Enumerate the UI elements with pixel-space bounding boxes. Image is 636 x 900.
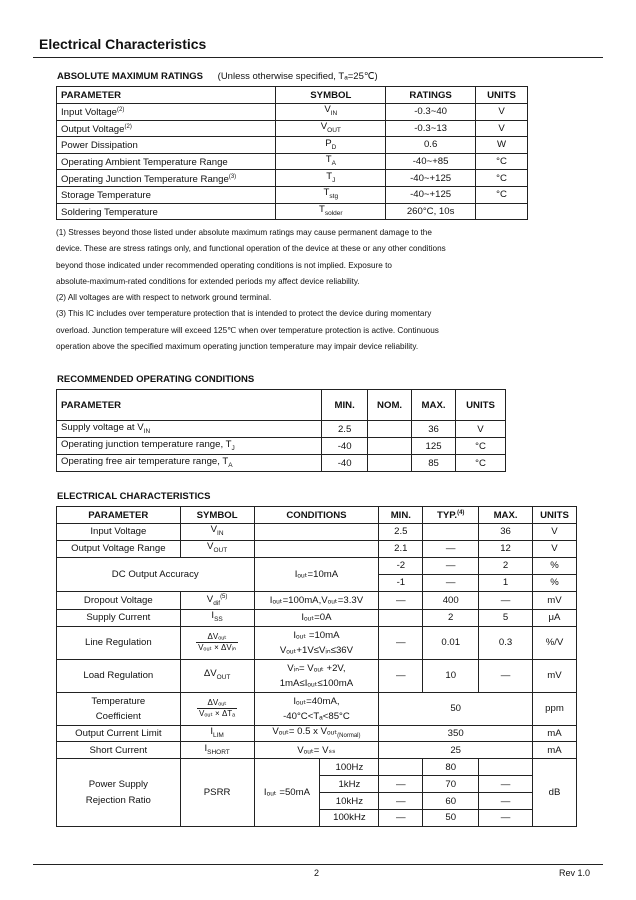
min-cell: -40 [322, 438, 368, 455]
param-cell: Input Voltage$^{(2)}$ [57, 104, 276, 121]
table-row [57, 659, 577, 692]
col-header: MIN. [379, 507, 423, 524]
cond-cell: Vₒᵤₜ= 0.5 x Vₒᵤₜ$_{(Normal)}$ [254, 725, 379, 742]
param-cell: Load Regulation [57, 659, 181, 692]
max-cell: 5 [479, 609, 533, 626]
freq-cell: 10kHz [320, 793, 379, 810]
cond-cell [254, 524, 379, 541]
unit-cell: W [476, 137, 528, 154]
max-cell: — [479, 591, 533, 609]
cond-cell: Iₒᵤₜ=10mA [254, 557, 379, 591]
param-cell: Operating Junction Temperature Range$^{(3)}$ [57, 170, 276, 187]
rating-cell: -0.3~13 [386, 120, 476, 137]
cond-cell [254, 540, 379, 557]
cond-cell: Iₒᵤₜ=0A [254, 609, 379, 626]
min-cell [379, 609, 423, 626]
table-row [57, 557, 577, 574]
unit-cell: °C [456, 438, 506, 455]
unit-cell: °C [476, 153, 528, 170]
note-line: device. These are stress ratings only, and functional operation of the device at these or any other conditions [56, 244, 446, 254]
unit-cell: V [533, 540, 577, 557]
max-cell: — [479, 659, 533, 692]
max-cell: — [479, 793, 533, 810]
cond-cell: Vₒᵤₜ= Vₛₛ [254, 742, 379, 759]
freq-cell: 100Hz [320, 759, 379, 776]
typ-cell: 80 [423, 759, 479, 776]
param-cell: Power Dissipation [57, 137, 276, 154]
typ-cell: — [423, 540, 479, 557]
table-row [57, 120, 528, 137]
table-row [57, 692, 577, 725]
nom-cell [368, 438, 412, 455]
unit-cell: mA [533, 725, 577, 742]
note-line: beyond those indicated under recommended operating conditions is not implied. Exposure to [56, 260, 392, 270]
param-cell: Output Voltage$^{(2)}$ [57, 120, 276, 137]
cond-cell: Iₒᵤₜ=100mA,Vₒᵤₜ=3.3V [254, 591, 379, 609]
max-cell: 36 [412, 421, 456, 438]
page-number: 2 [314, 868, 320, 878]
abs-max-condition: (Unless otherwise specified, Tₐ=25℃) [217, 71, 378, 82]
typ-cell: 0.01 [423, 626, 479, 659]
abs-max-table [56, 86, 528, 220]
note-line: (2) All voltages are with respect to network ground terminal. [56, 293, 272, 303]
param-cell: Input Voltage [57, 524, 181, 541]
symbol-cell: $T_{stg}$ [276, 186, 386, 203]
col-header: UNITS [533, 507, 577, 524]
min-cell: — [379, 793, 423, 810]
symbol-cell: $\frac{\text{ΔVₒᵤₜ}}{\text{Vₒᵤₜ × ΔTₐ}}$ [180, 692, 254, 725]
max-cell: 125 [412, 438, 456, 455]
table-row [57, 609, 577, 626]
table-row [57, 626, 577, 659]
symbol-cell: $T_{solder}$ [276, 203, 386, 220]
max-cell: 36 [479, 524, 533, 541]
min-cell: — [379, 591, 423, 609]
symbol-cell: $\Delta V_{OUT}$ [180, 659, 254, 692]
param-cell: Operating free air temperature range, $T_A$ [57, 455, 322, 472]
cond-cell: Vᵢₙ= Vₒᵤₜ +2V, 1mA≤Iₒᵤₜ≤100mA [254, 659, 379, 692]
elec-table [56, 506, 577, 827]
table-row [57, 203, 528, 220]
param-cell: Operating junction temperature range, $T_J$ [57, 438, 322, 455]
typ-cell [423, 524, 479, 541]
typ-cell: 2 [423, 609, 479, 626]
param-cell: Output Voltage Range [57, 540, 181, 557]
note-line: overload. Junction temperature will exceed 125℃ when over temperature protection is active. Continuous [56, 325, 439, 335]
abs-max-heading [57, 71, 378, 82]
unit-cell: °C [476, 170, 528, 187]
symbol-cell: $I_{SS}$ [180, 609, 254, 626]
col-header: RATINGS [386, 87, 476, 104]
table-row [57, 137, 528, 154]
param-cell: Output Current Limit [57, 725, 181, 742]
symbol-cell: $P_D$ [276, 137, 386, 154]
unit-cell: % [533, 574, 577, 591]
max-cell: 1 [479, 574, 533, 591]
min-cell: — [379, 776, 423, 793]
unit-cell: ppm [533, 692, 577, 725]
rating-cell: 260°C, 10s [386, 203, 476, 220]
typ-cell: 350 [379, 725, 533, 742]
cond-cell: Iₒᵤₜ =50mA [254, 759, 320, 827]
abs-max-title: ABSOLUTE MAXIMUM RATINGS [57, 71, 204, 82]
symbol-cell: $V_{OUT}$ [180, 540, 254, 557]
param-cell: Operating Ambient Temperature Range [57, 153, 276, 170]
param-cell: Soldering Temperature [57, 203, 276, 220]
table-row [57, 540, 577, 557]
min-cell: 2.5 [379, 524, 423, 541]
page-title: Electrical Characteristics [39, 36, 207, 52]
symbol-cell: $I_{LIM}$ [180, 725, 254, 742]
nom-cell [368, 455, 412, 472]
table-row [57, 153, 528, 170]
table-row [57, 104, 528, 121]
freq-cell: 1kHz [320, 776, 379, 793]
min-cell: -40 [322, 455, 368, 472]
min-cell: -2 [379, 557, 423, 574]
unit-cell: mA [533, 742, 577, 759]
param-cell: Dropout Voltage [57, 591, 181, 609]
table-row [57, 186, 528, 203]
param-cell: Line Regulation [57, 626, 181, 659]
unit-cell: mV [533, 659, 577, 692]
max-cell: 0.3 [479, 626, 533, 659]
param-cell: Temperature Coefficient [57, 692, 181, 725]
rating-cell: -40~+125 [386, 170, 476, 187]
min-cell: — [379, 810, 423, 827]
nom-cell [368, 421, 412, 438]
max-cell [479, 759, 533, 776]
param-cell: DC Output Accuracy [57, 557, 255, 591]
symbol-cell: $V_{OUT}$ [276, 120, 386, 137]
col-header: SYMBOL [180, 507, 254, 524]
param-cell: Supply Current [57, 609, 181, 626]
unit-cell: V [476, 104, 528, 121]
min-cell: 2.1 [379, 540, 423, 557]
unit-cell: mV [533, 591, 577, 609]
unit-cell: V [533, 524, 577, 541]
note-line: (3) This IC includes over temperature protection that is intended to protect the device during momentary [56, 309, 432, 319]
col-header: PARAMETER [57, 87, 276, 104]
symbol-cell: $\frac{\text{ΔVₒᵤₜ}}{\text{Vₒᵤₜ × ΔVᵢₙ}}$ [180, 626, 254, 659]
col-header: UNITS [456, 390, 506, 421]
col-header: MAX. [479, 507, 533, 524]
max-cell: — [479, 810, 533, 827]
header-rule [33, 57, 603, 58]
unit-cell: %/V [533, 626, 577, 659]
min-cell: 2.5 [322, 421, 368, 438]
rating-cell: -40~+85 [386, 153, 476, 170]
table-row [57, 438, 506, 455]
unit-cell: dB [533, 759, 577, 827]
table-row [57, 524, 577, 541]
rating-cell: 0.6 [386, 137, 476, 154]
typ-cell: 400 [423, 591, 479, 609]
unit-cell: °C [456, 455, 506, 472]
col-header: UNITS [476, 87, 528, 104]
symbol-cell: $V_{IN}$ [180, 524, 254, 541]
symbol-cell: $V_{dif}^{(5)}$ [180, 591, 254, 609]
note-line: absolute-maximum-rated conditions for extended periods my affect device reliability. [56, 276, 360, 286]
max-cell: 85 [412, 455, 456, 472]
typ-cell: — [423, 557, 479, 574]
rating-cell: -0.3~40 [386, 104, 476, 121]
max-cell: 2 [479, 557, 533, 574]
rating-cell: -40~+125 [386, 186, 476, 203]
elec-heading: ELECTRICAL CHARACTERISTICS [57, 491, 211, 502]
symbol-cell: $V_{IN}$ [276, 104, 386, 121]
note-line: (1) Stresses beyond those listed under absolute maximum ratings may cause permanent damage to the [56, 228, 432, 237]
unit-cell: V [456, 421, 506, 438]
typ-cell: 25 [379, 742, 533, 759]
table-row [57, 421, 506, 438]
symbol-cell: PSRR [180, 759, 254, 827]
col-header-typ: TYP.$^{(4)}$ [423, 507, 479, 524]
typ-cell: 10 [423, 659, 479, 692]
param-cell: Short Current [57, 742, 181, 759]
param-cell: Storage Temperature [57, 186, 276, 203]
min-cell: -1 [379, 574, 423, 591]
unit-cell: μA [533, 609, 577, 626]
typ-cell: 50 [379, 692, 533, 725]
typ-cell: 50 [423, 810, 479, 827]
revision: Rev 1.0 [559, 868, 591, 878]
note-line: operation above the specified maximum operating junction temperature may impair device reliability. [56, 342, 419, 352]
symbol-cell: $T_A$ [276, 153, 386, 170]
col-header: SYMBOL [276, 87, 386, 104]
rec-op-table [56, 389, 506, 472]
col-header: MIN. [322, 390, 368, 421]
min-cell: — [379, 626, 423, 659]
table-row [57, 455, 506, 472]
rec-op-heading: RECOMMENDED OPERATING CONDITIONS [57, 374, 255, 385]
footer-rule [33, 864, 603, 865]
param-cell: Supply voltage at $V_{IN}$ [57, 421, 322, 438]
symbol-cell: $I_{SHORT}$ [180, 742, 254, 759]
cond-cell: Iₒᵤₜ =10mA Vₒᵤₜ+1V≤Vᵢₙ≤36V [254, 626, 379, 659]
col-header: CONDITIONS [254, 507, 379, 524]
typ-cell: 70 [423, 776, 479, 793]
col-header: MAX. [412, 390, 456, 421]
col-header: PARAMETER [57, 507, 181, 524]
max-cell: — [479, 776, 533, 793]
freq-cell: 100kHz [320, 810, 379, 827]
col-header: PARAMETER [57, 390, 322, 421]
cond-cell: Iₒᵤₜ=40mA, -40°C<Tₐ<85°C [254, 692, 379, 725]
min-cell [379, 759, 423, 776]
max-cell: 12 [479, 540, 533, 557]
unit-cell: V [476, 120, 528, 137]
table-row [57, 170, 528, 187]
unit-cell: % [533, 557, 577, 574]
table-row [57, 759, 577, 776]
table-row [57, 725, 577, 742]
param-cell: Power Supply Rejection Ratio [57, 759, 181, 827]
col-header: NOM. [368, 390, 412, 421]
abs-max-notes [56, 225, 576, 355]
unit-cell: °C [476, 186, 528, 203]
min-cell: — [379, 659, 423, 692]
typ-cell: — [423, 574, 479, 591]
table-row [57, 742, 577, 759]
symbol-cell: $T_J$ [276, 170, 386, 187]
table-row [57, 591, 577, 609]
unit-cell [476, 203, 528, 220]
typ-cell: 60 [423, 793, 479, 810]
